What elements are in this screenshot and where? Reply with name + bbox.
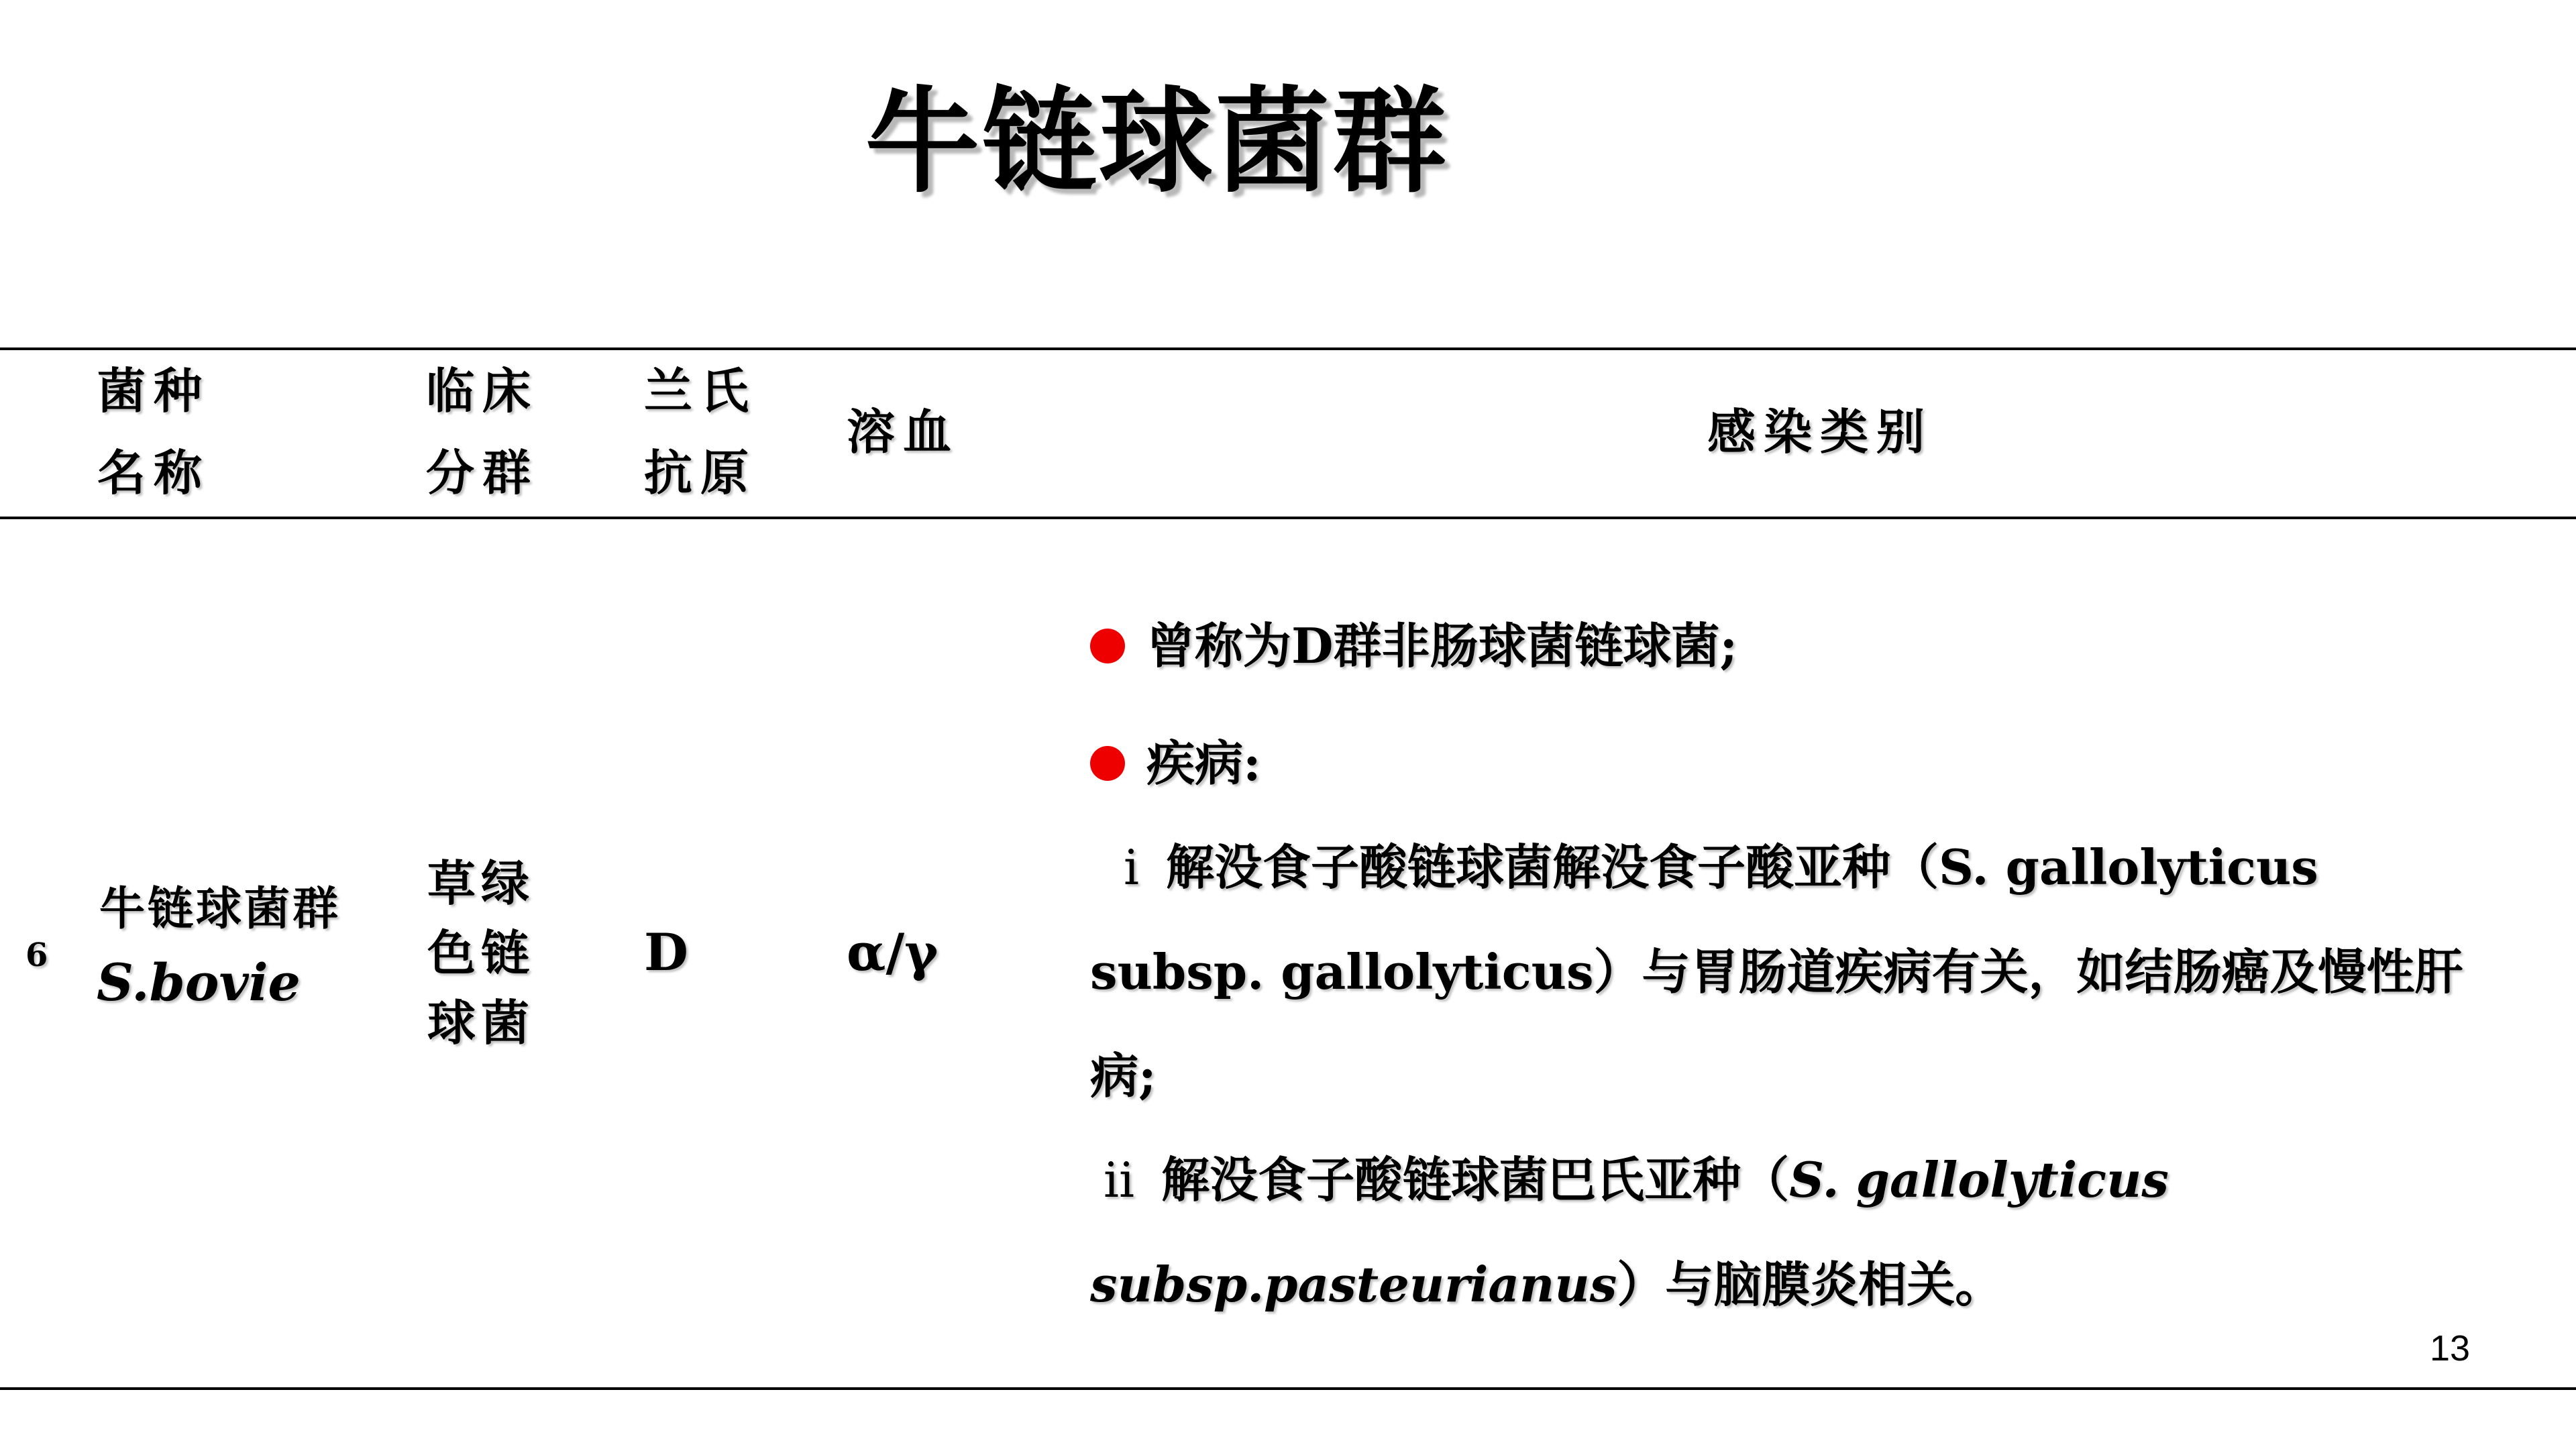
- header-species-name-line1: 菌种: [97, 362, 211, 419]
- description-item-2-line2: [1090, 1232, 2559, 1336]
- description-item-1-line2: subsp. gallolyticus）与胃肠道疾病有关，如结肠癌及慢性肝: [1090, 943, 2463, 1000]
- species-name-latin: S.bovie: [97, 953, 301, 1012]
- clinical-group-line2: 色链: [427, 924, 535, 981]
- page-number: 13: [2430, 1328, 2471, 1368]
- lancefield-antigen-cell: D: [644, 922, 688, 982]
- item-1-text-1: 解没食子酸链球菌解没食子酸亚种（S. gallolyticus: [1166, 839, 2318, 896]
- header-infection-type: 感染类别: [1707, 403, 1933, 460]
- description-item-1-line1: [1090, 815, 2559, 920]
- description-bullet-2: [1090, 711, 2559, 815]
- item-1-numeral: ⅰ: [1124, 839, 1140, 896]
- item-2-latin-1: S. gallolyticus: [1789, 1151, 2169, 1208]
- description-item-1-line3: 病;: [1090, 1047, 1157, 1104]
- header-lancefield-line1: 兰氏: [644, 362, 757, 419]
- header-lancefield-line2: 抗原: [644, 444, 757, 501]
- bullet-1-text: 曾称为D群非肠球菌链球菌;: [1146, 617, 1738, 674]
- item-2-latin-2: subsp.pasteurianus: [1090, 1256, 1617, 1313]
- clinical-group-cell: [427, 849, 535, 1058]
- row-number: 6: [25, 936, 48, 974]
- hemolysis-cell: α/γ: [847, 922, 938, 982]
- table-header-rule: [0, 517, 2576, 519]
- item-2-numeral: ⅱ: [1104, 1152, 1135, 1208]
- clinical-group-line3: 球菌: [427, 994, 535, 1051]
- header-lancefield-antigen: [644, 350, 757, 514]
- table-bottom-rule: [0, 1387, 2576, 1390]
- item-2-text-pre: 解没食子酸链球菌巴氏亚种（: [1161, 1151, 1790, 1208]
- bullet-2-text: 疾病:: [1146, 735, 1261, 792]
- infection-description: [1090, 594, 2559, 1336]
- header-hemolysis: 溶血: [847, 403, 960, 460]
- header-species-name-line2: 名称: [97, 444, 211, 501]
- slide-title: 牛链球菌群: [865, 76, 1450, 209]
- species-name-cell: [99, 872, 341, 1020]
- description-item-2-line1: [1090, 1128, 2559, 1232]
- red-bullet-icon: [1090, 629, 1125, 663]
- header-clinical-group-line1: 临床: [426, 362, 539, 419]
- clinical-group-line1: 草绿: [427, 855, 535, 912]
- red-bullet-icon: [1090, 746, 1125, 781]
- header-species-name: [97, 350, 210, 514]
- header-clinical-group-line2: 分群: [426, 444, 539, 501]
- item-2-text-post: ）与脑膜炎相关。: [1617, 1256, 2004, 1313]
- table-top-rule: [0, 347, 2576, 350]
- species-name-cn: 牛链球菌群: [99, 882, 341, 936]
- header-clinical-group: [426, 350, 539, 514]
- description-bullet-1: [1090, 594, 2559, 698]
